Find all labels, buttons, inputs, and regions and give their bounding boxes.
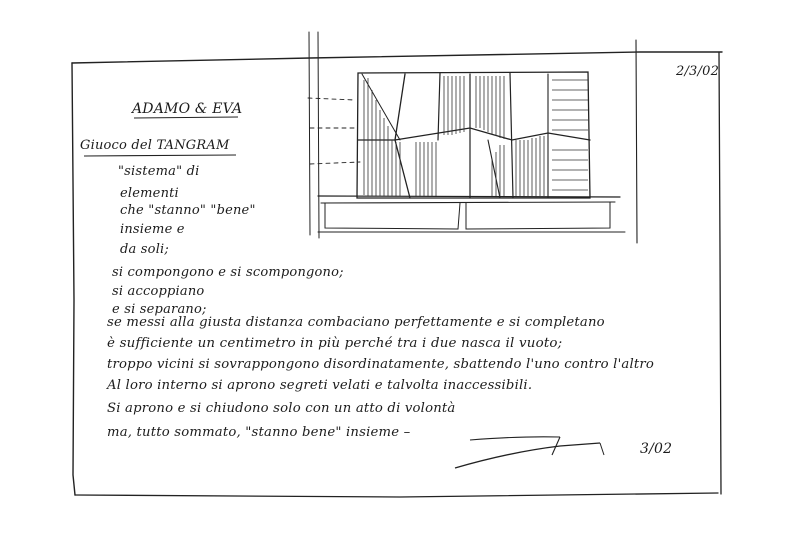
- note-line: Al loro interno si aprono segreti velati e talvolta inaccessibili.: [107, 378, 533, 393]
- note-line: si compongono e si scompongono;: [112, 265, 344, 280]
- signature-stroke: [470, 437, 560, 440]
- plinth-top: [318, 196, 620, 197]
- signature-stroke: [600, 443, 604, 455]
- guide-left: [309, 32, 310, 235]
- note-line: elementi: [120, 186, 179, 201]
- guide-right: [636, 40, 637, 243]
- note-line: se messi alla giusta distanza combaciano perfettamente e si completano: [107, 315, 605, 330]
- construction-line: [308, 98, 355, 100]
- guide-left-2: [318, 32, 319, 238]
- tangram-cut: [438, 73, 440, 140]
- frame-right-line: [719, 52, 721, 494]
- note-line: è sufficiente un centimetro in più perché tra i due nasca il vuoto;: [107, 336, 563, 351]
- note-line: che "stanno" "bene": [120, 203, 256, 218]
- plinth-right-box: [466, 202, 610, 229]
- tangram-cut: [510, 73, 513, 198]
- plinth-left-box: [325, 203, 460, 229]
- sketch-title: ADAMO & EVA: [132, 101, 243, 117]
- note-line: insieme e: [120, 222, 185, 237]
- signature-stroke: [455, 443, 600, 468]
- sketch-date: 2/3/02: [676, 64, 720, 79]
- title-underline: [134, 117, 238, 118]
- hatch-middle: [444, 76, 544, 196]
- note-line: Si aprono e si chiudono solo con un atto di volontà: [107, 401, 456, 416]
- construction-line: [310, 162, 360, 164]
- note-line: ma, tutto sommato, "stanno bene" insieme –: [107, 425, 411, 440]
- note-line: da soli;: [120, 242, 169, 257]
- plinth-top-2: [321, 202, 615, 203]
- frame-bottom-line: [75, 493, 718, 497]
- sketch-subtitle: Giuoco del TANGRAM: [80, 138, 230, 153]
- note-line: e si separano;: [112, 302, 207, 317]
- subtitle-underline: [84, 155, 236, 156]
- frame-left-line: [72, 63, 75, 495]
- tangram-diag: [488, 140, 500, 198]
- note-line: si accoppiano: [112, 284, 205, 299]
- frame-top-line: [72, 52, 722, 63]
- note-line: troppo vicini si sovrappongono disordinatamente, sbattendo l'uno contro l'altro: [107, 357, 655, 372]
- note-line: "sistema" di: [118, 164, 200, 179]
- signature-date: 3/02: [640, 441, 673, 457]
